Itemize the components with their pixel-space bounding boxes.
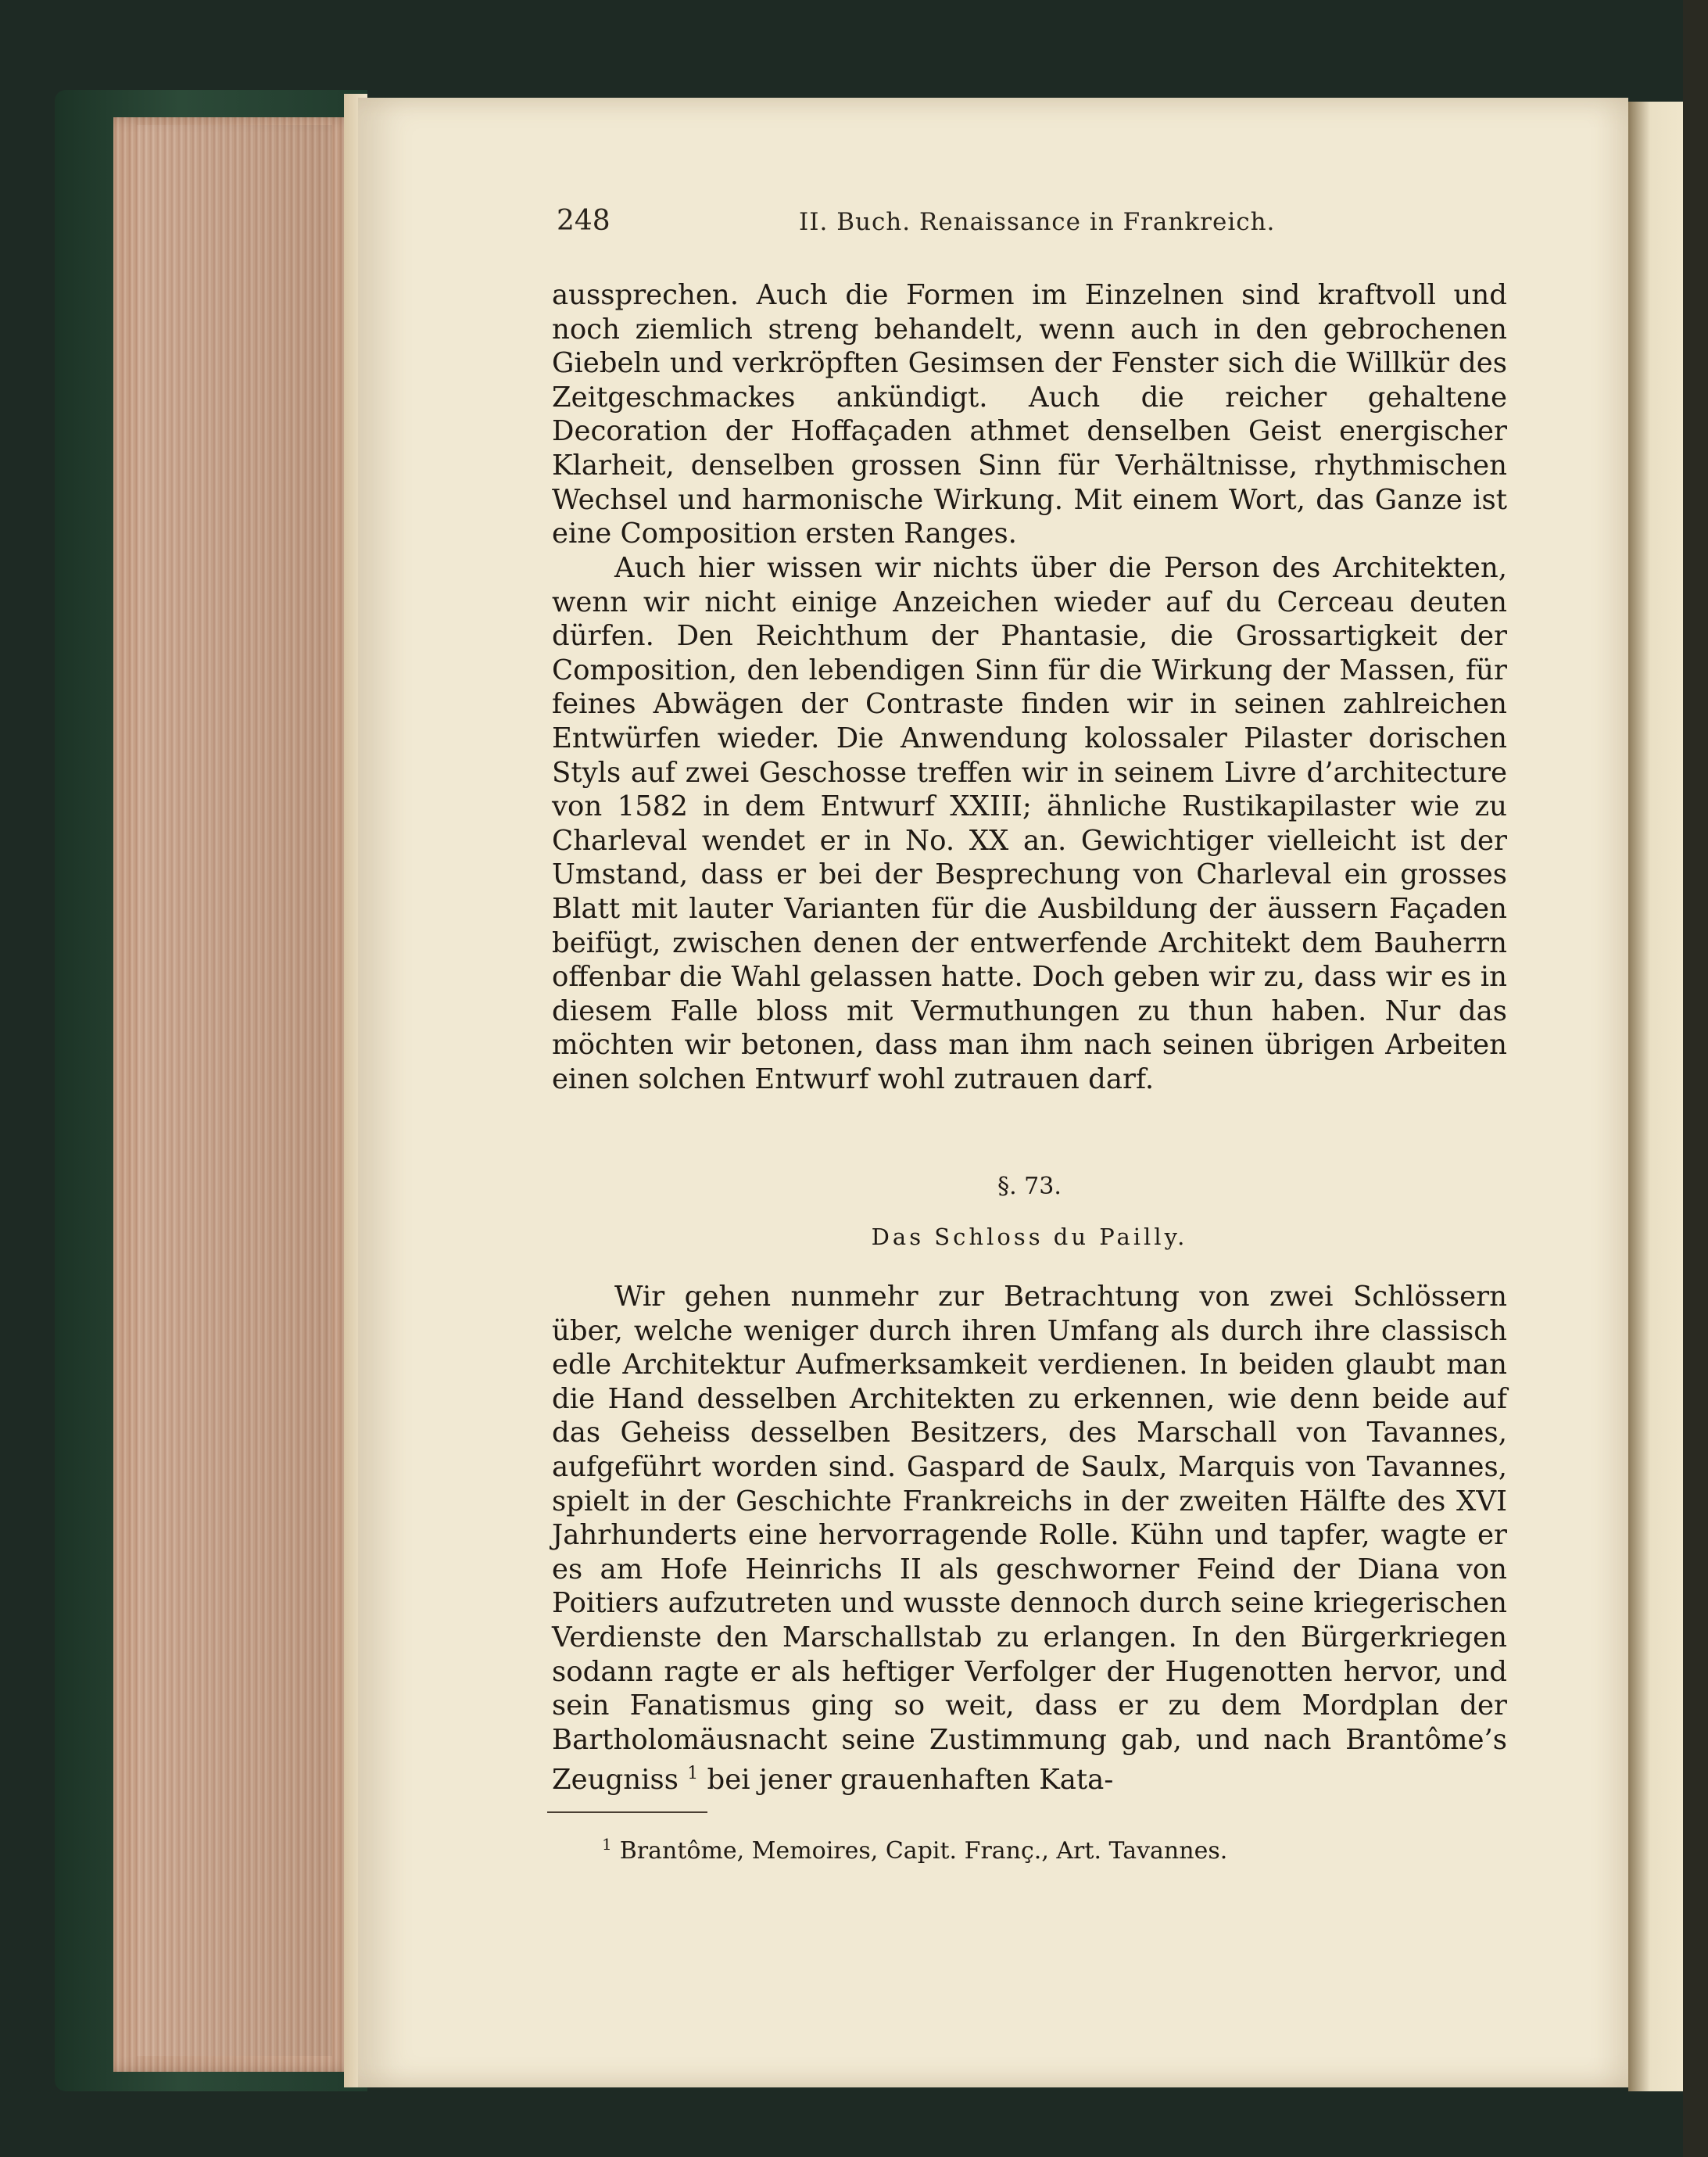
running-title: II. Buch. Renaissance in Frankreich. xyxy=(799,208,1276,236)
next-page-edge xyxy=(1628,102,1683,2091)
paragraph-1-text: aussprechen. Auch die Formen im Einzelnen sind kraftvoll und noch ziemlich streng behandelt, wenn auch in den gebrochenen Giebeln und verkröpften Gesimsen der Fenster sich die Willkür des Zeitgeschmackes ankündigt. Auch die reicher gehaltene Decoration der Hoffaçaden athmet denselben Geist energischer Klarheit, denselben grossen Sinn für Verhältnisse, rhythmischen Wechsel und harmonische Wirkung. Mit einem Wort, das Ganze ist eine Composition ersten Ranges. xyxy=(552,279,1507,550)
paragraph-2-text: Auch hier wissen wir nichts über die Person des Architekten, wenn wir nicht einige Anzeichen wieder auf du Cerceau deuten dürfen. Den Reichthum der Phantasie, die Grossartigkeit der Composition, den lebendigen Sinn für die Wirkung der Massen, für feines Abwägen der Contraste finden wir in seinen zahlreichen Entwürfen wieder. Die Anwendung kolossaler Pilaster dorischen Styls auf zwei Geschosse treffen wir in seinem Livre d’architecture von 1582 in dem Entwurf XXIII; ähnliche Rustikapilaster wie zu Charleval wendet er in No. XX an. Gewichtiger vielleicht ist der Umstand, dass er bei der Besprechung von Charleval ein grosses Blatt mit lauter Varianten für die Ausbildung der äussern Façaden beifügt, zwischen denen der entwerfende Architekt dem Bauherrn offenbar die Wahl gelassen hatte. Doch geben wir zu, dass wir es in diesem Falle bloss mit Vermuthungen zu thun haben. Nur das möchten wir betonen, dass man ihm nach seinen übrigen Arbeiten einen solchen Entwurf wohl zutrauen darf. xyxy=(552,552,1507,1095)
footnote-rule xyxy=(547,1811,707,1813)
paragraph-2 xyxy=(552,551,1507,1097)
paragraph-3-text: Wir gehen nunmehr zur Betrachtung von zwei Schlössern über, welche weniger durch ihren Umfang als durch ihre classisch edle Architektur Aufmerksamkeit verdienen. In beiden glaubt man die Hand desselben Architekten zu erkennen, wie denn beide auf das Geheiss desselben Besitzers, des Marschall von Tavannes, aufgeführt worden sind. Gaspard de Saulx, Marquis von Tavannes, spielt in der Geschichte Frankreichs in der zweiten Hälfte des XVI Jahrhunderts eine hervorragende Rolle. Kühn und tapfer, wagte er es am Hofe Heinrichs II als geschworner Feind der Diana von Poitiers aufzutreten und wusste dennoch durch seine kriegerischen Verdienste den Marschallstab zu erlangen. In den Bürgerkriegen sodann ragte er als heftiger Verfolger der Hugenotten hervor, und sein Fanatismus ging so weit, dass er zu dem Mordplan der Bartholomäusnacht seine Zustimmung gab, und nach Brantôme’s Zeugniss xyxy=(552,1281,1507,1797)
paragraph-3-body xyxy=(552,1280,1507,1797)
background-edge xyxy=(1683,0,1708,2157)
footnote-marker: 1 xyxy=(602,1835,612,1854)
footnote xyxy=(602,1835,1227,1865)
footnote-reference[interactable]: 1 xyxy=(687,1764,699,1784)
section-number: §. 73. xyxy=(997,1173,1062,1200)
running-head xyxy=(557,205,1276,244)
footnote-text: Brantôme, Memoires, Capit. Franç., Art. Tavannes. xyxy=(619,1837,1228,1865)
page-block-shade xyxy=(137,125,332,2056)
paragraph-3-end: bei jener grauenhaften Kata- xyxy=(707,1764,1114,1797)
page-number: 248 xyxy=(557,205,611,237)
paragraph-1 xyxy=(552,278,1507,551)
section-title: Das Schloss du Pailly. xyxy=(871,1224,1188,1250)
paragraph-3 xyxy=(552,1280,1507,1797)
